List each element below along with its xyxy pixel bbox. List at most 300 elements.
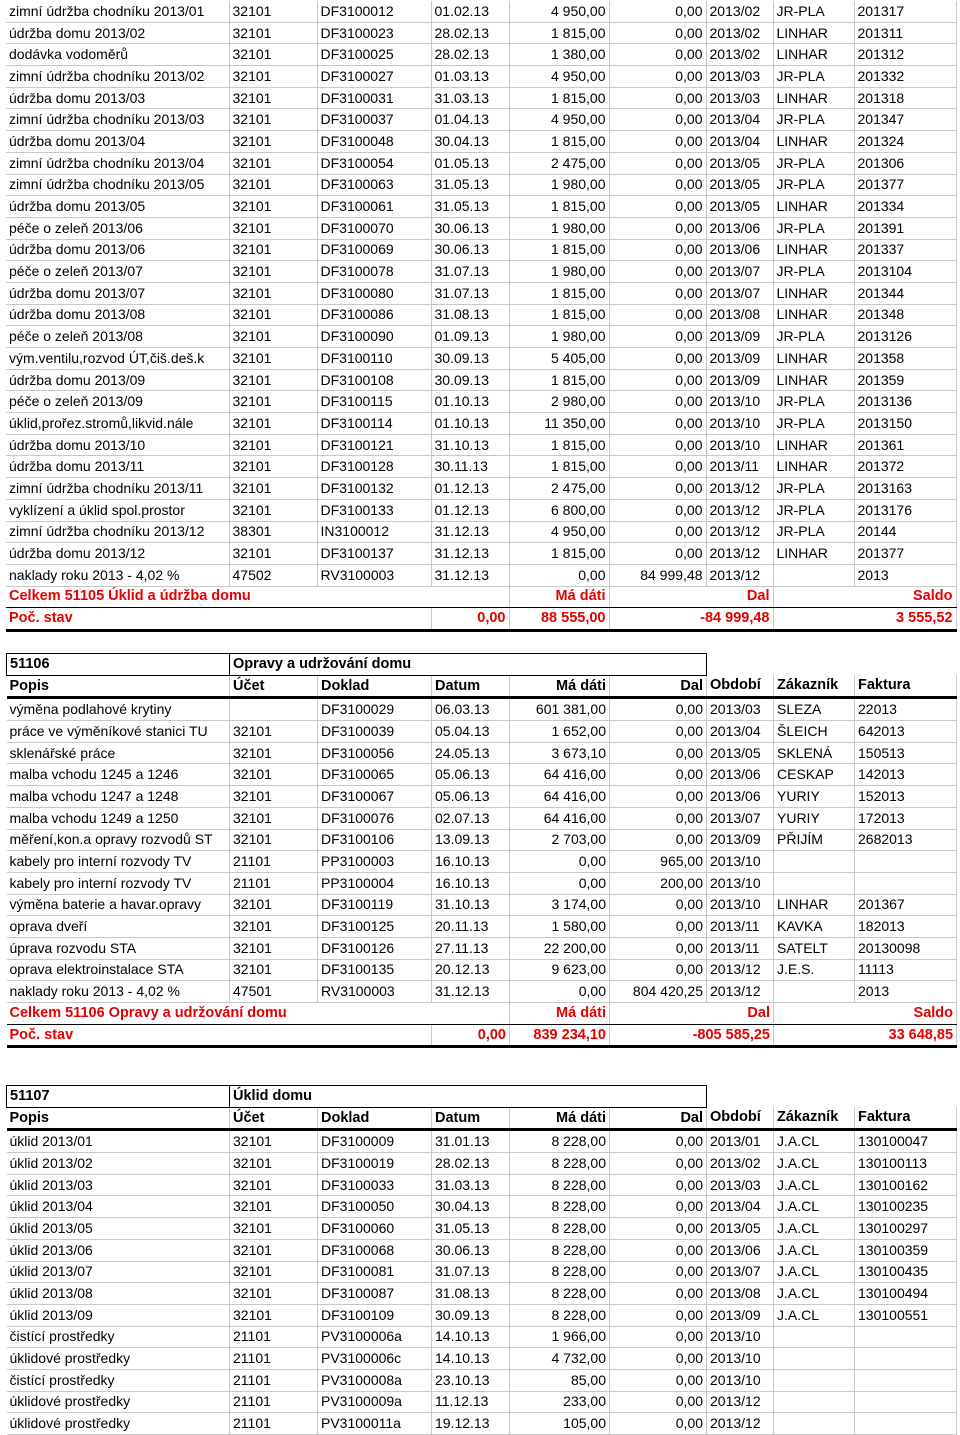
cell-zakaznik [774, 1413, 855, 1435]
cell-popis: údržba domu 2013/12 [6, 543, 229, 565]
cell-faktura: 11113 [855, 959, 957, 981]
cell-popis: úklid 2013/04 [7, 1196, 230, 1218]
poc-md: 88 555,00 [509, 608, 609, 631]
cell-ma-dati: 4 950,00 [509, 66, 609, 88]
cell-ma-dati: 11 350,00 [509, 413, 609, 435]
cell-doklad: DF3100135 [318, 959, 432, 981]
header-datum: Datum [432, 1107, 510, 1130]
cell-popis: zimní údržba chodníku 2013/03 [6, 109, 229, 131]
cell-dal: 0,00 [609, 87, 706, 109]
cell-zakaznik: LINHAR [773, 87, 854, 109]
cell-ma-dati: 4 950,00 [509, 109, 609, 131]
table-row [7, 1218, 957, 1240]
table-row [7, 1348, 957, 1370]
cell-ucet: 32101 [229, 326, 317, 348]
cell-ucet: 32101 [230, 959, 318, 981]
header-ma-dati: Má dáti [510, 1107, 610, 1130]
cell-zakaznik: LINHAR [773, 434, 854, 456]
cell-ma-dati: 1 815,00 [509, 239, 609, 261]
cell-ucet: 32101 [230, 1261, 318, 1283]
table-row [6, 326, 956, 348]
cell-faktura: 182013 [855, 916, 957, 938]
cell-ucet: 32101 [229, 66, 317, 88]
cell-obdobi: 2013/03 [707, 1174, 774, 1196]
table-row [6, 44, 956, 66]
cell-ma-dati: 601 381,00 [510, 698, 610, 721]
cell-obdobi: 2013/02 [707, 1153, 774, 1175]
cell-zakaznik: J.A.CL [774, 1153, 855, 1175]
table-row [7, 872, 957, 894]
cell-dal: 0,00 [610, 1218, 707, 1240]
cell-dal: 0,00 [609, 109, 706, 131]
cell-obdobi: 2013/03 [706, 66, 773, 88]
cell-doklad: DF3100019 [318, 1153, 432, 1175]
cell-popis: zimní údržba chodníku 2013/05 [6, 174, 229, 196]
cell-ma-dati: 4 732,00 [510, 1348, 610, 1370]
cell-ma-dati: 1 652,00 [510, 721, 610, 743]
poc-dal: -84 999,48 [609, 608, 773, 631]
summary-md-header: Má dáti [510, 1003, 610, 1025]
poc-label: Poč. stav [7, 1024, 432, 1047]
cell-datum: 01.05.13 [431, 152, 509, 174]
cell-faktura: 201311 [854, 22, 956, 44]
cell-ma-dati: 2 980,00 [509, 391, 609, 413]
cell-obdobi: 2013/12 [707, 1413, 774, 1435]
cell-datum: 24.05.13 [432, 742, 510, 764]
cell-ucet: 32101 [230, 764, 318, 786]
cell-ma-dati: 8 228,00 [510, 1130, 610, 1153]
cell-ucet: 32101 [229, 348, 317, 370]
cell-ma-dati: 1 815,00 [509, 196, 609, 218]
header-faktura: Faktura [855, 1107, 957, 1130]
cell-zakaznik: LINHAR [773, 543, 854, 565]
cell-dal: 0,00 [609, 196, 706, 218]
cell-datum: 01.09.13 [431, 326, 509, 348]
cell-ucet: 32101 [229, 413, 317, 435]
cell-doklad: DF3100133 [317, 499, 431, 521]
cell-ma-dati: 2 475,00 [509, 152, 609, 174]
cell-obdobi: 2013/12 [706, 564, 773, 586]
cell-zakaznik: LINHAR [773, 131, 854, 153]
cell-zakaznik: JR-PLA [773, 413, 854, 435]
cell-ucet: 32101 [229, 478, 317, 500]
initial-state-row-51106 [7, 1024, 957, 1047]
cell-datum: 30.04.13 [431, 131, 509, 153]
cell-popis: údržba domu 2013/05 [6, 196, 229, 218]
cell-dal: 0,00 [610, 1261, 707, 1283]
table-row [6, 22, 956, 44]
cell-datum: 31.10.13 [432, 894, 510, 916]
cell-doklad: DF3100080 [317, 282, 431, 304]
cell-popis: úklid 2013/08 [7, 1283, 230, 1305]
cell-datum: 19.12.13 [432, 1413, 510, 1435]
cell-popis: práce ve výměníkové stanici TU [7, 721, 230, 743]
cell-datum: 14.10.13 [432, 1326, 510, 1348]
cell-dal: 0,00 [610, 1239, 707, 1261]
table-row [7, 786, 957, 808]
cell-ucet: 32101 [229, 44, 317, 66]
cell-popis: malba vchodu 1249 a 1250 [7, 807, 230, 829]
cell-faktura: 130100551 [855, 1304, 957, 1326]
cell-faktura: 130100235 [855, 1196, 957, 1218]
table-row [7, 1153, 957, 1175]
cell-obdobi: 2013/10 [707, 1326, 774, 1348]
cell-doklad: DF3100061 [317, 196, 431, 218]
cell-ma-dati: 1 580,00 [510, 916, 610, 938]
cell-ucet: 47502 [229, 564, 317, 586]
cell-ma-dati: 0,00 [510, 851, 610, 873]
cell-popis: údržba domu 2013/07 [6, 282, 229, 304]
cell-datum: 30.06.13 [431, 217, 509, 239]
cell-ma-dati: 64 416,00 [510, 807, 610, 829]
cell-dal: 0,00 [609, 239, 706, 261]
cell-dal: 0,00 [609, 282, 706, 304]
table-row [7, 829, 957, 851]
cell-obdobi: 2013/09 [706, 348, 773, 370]
cell-datum: 27.11.13 [432, 937, 510, 959]
cell-obdobi: 2013/10 [707, 851, 774, 873]
cell-doklad: DF3100031 [317, 87, 431, 109]
cell-doklad: PV3100009a [318, 1391, 432, 1413]
cell-zakaznik: JR-PLA [773, 1, 854, 22]
cell-faktura: 130100162 [855, 1174, 957, 1196]
cell-zakaznik: J.A.CL [774, 1218, 855, 1240]
cell-ucet: 32101 [230, 937, 318, 959]
cell-ucet: 32101 [229, 369, 317, 391]
cell-dal: 0,00 [609, 304, 706, 326]
summary-label: Celkem 51106 Opravy a udržování domu [7, 1003, 510, 1025]
cell-ucet: 32101 [230, 1174, 318, 1196]
cell-doklad: DF3100050 [318, 1196, 432, 1218]
cell-dal: 804 420,25 [610, 981, 707, 1003]
cell-ma-dati: 64 416,00 [510, 786, 610, 808]
cell-zakaznik: LINHAR [773, 44, 854, 66]
cell-ucet: 32101 [230, 721, 318, 743]
cell-ma-dati: 233,00 [510, 1391, 610, 1413]
cell-popis: zimní údržba chodníku 2013/04 [6, 152, 229, 174]
cell-ma-dati: 1 815,00 [509, 282, 609, 304]
cell-doklad: DF3100090 [317, 326, 431, 348]
cell-ucet: 21101 [230, 1348, 318, 1370]
cell-doklad: PP3100004 [318, 872, 432, 894]
cell-ucet: 32101 [230, 1196, 318, 1218]
cell-dal: 0,00 [609, 391, 706, 413]
cell-faktura: 201334 [854, 196, 956, 218]
table-row [7, 1369, 957, 1391]
cell-datum: 28.02.13 [431, 44, 509, 66]
cell-obdobi: 2013/07 [706, 261, 773, 283]
cell-dal: 0,00 [609, 152, 706, 174]
summary-label: Celkem 51105 Úklid a údržba domu [6, 586, 509, 608]
cell-faktura: 201372 [854, 456, 956, 478]
cell-datum: 30.11.13 [431, 456, 509, 478]
cell-ucet: 32101 [229, 22, 317, 44]
cell-datum: 31.12.13 [431, 521, 509, 543]
cell-datum: 31.12.13 [431, 564, 509, 586]
cell-obdobi: 2013/02 [706, 22, 773, 44]
cell-faktura [855, 1413, 957, 1435]
cell-zakaznik: PŘIJÍM [774, 829, 855, 851]
table-row [7, 1304, 957, 1326]
poc-dal: -805 585,25 [610, 1024, 774, 1047]
cell-ucet: 21101 [230, 1413, 318, 1435]
cell-doklad: DF3100119 [318, 894, 432, 916]
cell-faktura: 201348 [854, 304, 956, 326]
cell-dal: 0,00 [609, 521, 706, 543]
cell-datum: 31.03.13 [431, 87, 509, 109]
cell-doklad: DF3100126 [318, 937, 432, 959]
cell-ucet: 32101 [230, 786, 318, 808]
cell-zakaznik: YURIY [774, 786, 855, 808]
cell-dal: 965,00 [610, 851, 707, 873]
cell-dal: 0,00 [609, 543, 706, 565]
table-row [7, 916, 957, 938]
cell-zakaznik [774, 1348, 855, 1370]
cell-ma-dati: 1 815,00 [509, 543, 609, 565]
cell-doklad: DF3100060 [318, 1218, 432, 1240]
header-doklad: Doklad [318, 675, 432, 698]
section-title: Úklid domu [230, 1086, 707, 1108]
cell-doklad: RV3100003 [318, 981, 432, 1003]
cell-faktura [855, 872, 957, 894]
section-title-row-51106 [7, 654, 957, 676]
cell-dal: 0,00 [609, 174, 706, 196]
cell-faktura: 20130098 [855, 937, 957, 959]
cell-obdobi: 2013/08 [707, 1283, 774, 1305]
table-row [7, 894, 957, 916]
cell-ma-dati: 1 815,00 [509, 304, 609, 326]
cell-ucet: 21101 [230, 851, 318, 873]
cell-popis: čistící prostředky [7, 1326, 230, 1348]
table-row [6, 543, 956, 565]
cell-doklad: DF3100078 [317, 261, 431, 283]
cell-ucet: 21101 [230, 1326, 318, 1348]
cell-dal: 0,00 [609, 326, 706, 348]
cell-ma-dati: 1 980,00 [509, 261, 609, 283]
table-row [6, 174, 956, 196]
table-row [7, 742, 957, 764]
cell-dal: 0,00 [610, 1153, 707, 1175]
cell-ucet: 21101 [230, 1391, 318, 1413]
table-row [7, 981, 957, 1003]
cell-dal: 0,00 [610, 1130, 707, 1153]
cell-popis: zimní údržba chodníku 2013/01 [6, 1, 229, 22]
cell-popis: úklid 2013/05 [7, 1218, 230, 1240]
cell-datum: 05.06.13 [432, 786, 510, 808]
cell-doklad: DF3100048 [317, 131, 431, 153]
cell-popis: čistící prostředky [7, 1369, 230, 1391]
cell-popis: sklenářské práce [7, 742, 230, 764]
cell-popis: péče o zeleň 2013/08 [6, 326, 229, 348]
cell-faktura: 201306 [854, 152, 956, 174]
cell-faktura: 2013 [854, 564, 956, 586]
table-row [6, 434, 956, 456]
cell-zakaznik [773, 564, 854, 586]
cell-dal: 0,00 [610, 1348, 707, 1370]
cell-ucet: 32101 [230, 742, 318, 764]
cell-popis: měření,kon.a opravy rozvodů ST [7, 829, 230, 851]
cell-popis: výměna baterie a havar.opravy [7, 894, 230, 916]
cell-doklad: DF3100137 [317, 543, 431, 565]
cell-datum: 30.06.13 [431, 239, 509, 261]
cell-popis: údržba domu 2013/04 [6, 131, 229, 153]
cell-doklad: DF3100056 [318, 742, 432, 764]
cell-datum: 31.12.13 [431, 543, 509, 565]
cell-zakaznik: JR-PLA [773, 217, 854, 239]
cell-obdobi: 2013/09 [706, 326, 773, 348]
cell-doklad: DF3100109 [318, 1304, 432, 1326]
cell-doklad: PP3100003 [318, 851, 432, 873]
cell-dal: 0,00 [610, 829, 707, 851]
cell-faktura: 201361 [854, 434, 956, 456]
cell-popis: údržba domu 2013/03 [6, 87, 229, 109]
cell-doklad: DF3100121 [317, 434, 431, 456]
cell-ma-dati: 8 228,00 [510, 1261, 610, 1283]
cell-zakaznik: J.E.S. [774, 959, 855, 981]
cell-ucet: 32101 [230, 1304, 318, 1326]
cell-doklad: DF3100027 [317, 66, 431, 88]
header-obdobi: Období [707, 675, 774, 698]
cell-obdobi: 2013/06 [707, 1239, 774, 1261]
cell-dal: 0,00 [609, 217, 706, 239]
table-row [6, 131, 956, 153]
cell-ma-dati: 1 980,00 [509, 217, 609, 239]
cell-obdobi: 2013/06 [706, 239, 773, 261]
cell-datum: 05.04.13 [432, 721, 510, 743]
table-row [6, 239, 956, 261]
cell-popis: péče o zeleň 2013/09 [6, 391, 229, 413]
cell-obdobi: 2013/12 [707, 1391, 774, 1413]
cell-datum: 11.12.13 [432, 1391, 510, 1413]
cell-zakaznik: J.A.CL [774, 1261, 855, 1283]
cell-popis: oprava elektroinstalace STA [7, 959, 230, 981]
cell-faktura: 201359 [854, 369, 956, 391]
cell-datum: 16.10.13 [432, 872, 510, 894]
cell-faktura: 201377 [854, 174, 956, 196]
header-ucet: Účet [230, 1107, 318, 1130]
ledger-table-51107 [6, 1085, 957, 1435]
cell-datum: 01.10.13 [431, 391, 509, 413]
cell-dal: 0,00 [609, 44, 706, 66]
cell-ma-dati: 0,00 [510, 981, 610, 1003]
cell-ma-dati: 1 966,00 [510, 1326, 610, 1348]
cell-faktura: 130100494 [855, 1283, 957, 1305]
cell-ucet: 32101 [229, 261, 317, 283]
cell-ucet: 32101 [229, 239, 317, 261]
cell-obdobi: 2013/09 [706, 369, 773, 391]
cell-ucet: 32101 [229, 109, 317, 131]
cell-datum: 28.02.13 [432, 1153, 510, 1175]
table-row [7, 1130, 957, 1153]
header-popis: Popis [7, 675, 230, 698]
summary-saldo-header: Saldo [774, 1003, 957, 1025]
cell-doklad: DF3100086 [317, 304, 431, 326]
cell-faktura: 2013104 [854, 261, 956, 283]
cell-faktura: 201318 [854, 87, 956, 109]
cell-ucet: 32101 [229, 543, 317, 565]
cell-dal: 0,00 [609, 1, 706, 22]
cell-faktura: 172013 [855, 807, 957, 829]
cell-popis: naklady roku 2013 - 4,02 % [7, 981, 230, 1003]
cell-ma-dati: 9 623,00 [510, 959, 610, 981]
cell-obdobi: 2013/05 [707, 1218, 774, 1240]
cell-ma-dati: 4 950,00 [509, 1, 609, 22]
cell-popis: údržba domu 2013/10 [6, 434, 229, 456]
cell-doklad: DF3100029 [318, 698, 432, 721]
cell-popis: oprava dveří [7, 916, 230, 938]
cell-ma-dati: 1 815,00 [509, 456, 609, 478]
header-doklad: Doklad [318, 1107, 432, 1130]
cell-faktura: 201377 [854, 543, 956, 565]
cell-popis: úklidové prostředky [7, 1391, 230, 1413]
cell-popis: kabely pro interní rozvody TV [7, 851, 230, 873]
cell-doklad: DF3100106 [318, 829, 432, 851]
table-row [6, 564, 956, 586]
cell-obdobi: 2013/09 [707, 829, 774, 851]
cell-dal: 0,00 [610, 1196, 707, 1218]
cell-faktura: 2013176 [854, 499, 956, 521]
table-row [7, 959, 957, 981]
cell-dal: 0,00 [610, 1391, 707, 1413]
cell-datum: 30.09.13 [431, 369, 509, 391]
summary-dal-header: Dal [609, 586, 773, 608]
cell-obdobi: 2013/05 [706, 196, 773, 218]
cell-faktura: 201358 [854, 348, 956, 370]
cell-ucet: 32101 [229, 1, 317, 22]
table-row [7, 937, 957, 959]
cell-obdobi: 2013/02 [706, 44, 773, 66]
cell-faktura: 142013 [855, 764, 957, 786]
cell-dal: 0,00 [610, 1326, 707, 1348]
cell-ma-dati: 1 815,00 [509, 87, 609, 109]
cell-ucet: 32101 [230, 894, 318, 916]
cell-obdobi: 2013/10 [707, 1348, 774, 1370]
cell-datum: 05.06.13 [432, 764, 510, 786]
cell-ucet: 32101 [229, 304, 317, 326]
cell-ma-dati: 8 228,00 [510, 1218, 610, 1240]
cell-faktura: 130100113 [855, 1153, 957, 1175]
cell-zakaznik: KAVKA [774, 916, 855, 938]
cell-zakaznik: SATELT [774, 937, 855, 959]
cell-datum: 01.04.13 [431, 109, 509, 131]
table-row [6, 87, 956, 109]
cell-ucet: 32101 [230, 829, 318, 851]
cell-ucet: 32101 [229, 282, 317, 304]
cell-dal: 0,00 [609, 66, 706, 88]
cell-ucet: 32101 [230, 1283, 318, 1305]
cell-ucet: 32101 [230, 916, 318, 938]
cell-zakaznik: LINHAR [773, 304, 854, 326]
cell-obdobi: 2013/04 [707, 721, 774, 743]
cell-popis: péče o zeleň 2013/06 [6, 217, 229, 239]
table-row [7, 764, 957, 786]
cell-obdobi: 2013/07 [706, 282, 773, 304]
table-row [7, 698, 957, 721]
summary-saldo-header: Saldo [773, 586, 956, 608]
cell-popis: zimní údržba chodníku 2013/02 [6, 66, 229, 88]
cell-obdobi: 2013/08 [706, 304, 773, 326]
cell-obdobi: 2013/06 [706, 217, 773, 239]
cell-datum: 14.10.13 [432, 1348, 510, 1370]
cell-ma-dati: 0,00 [509, 564, 609, 586]
table-row [7, 1239, 957, 1261]
poc-label: Poč. stav [6, 608, 431, 631]
cell-obdobi: 2013/12 [706, 543, 773, 565]
cell-obdobi: 2013/10 [706, 434, 773, 456]
table-row [6, 456, 956, 478]
table-row [7, 1196, 957, 1218]
cell-ucet: 32101 [229, 174, 317, 196]
